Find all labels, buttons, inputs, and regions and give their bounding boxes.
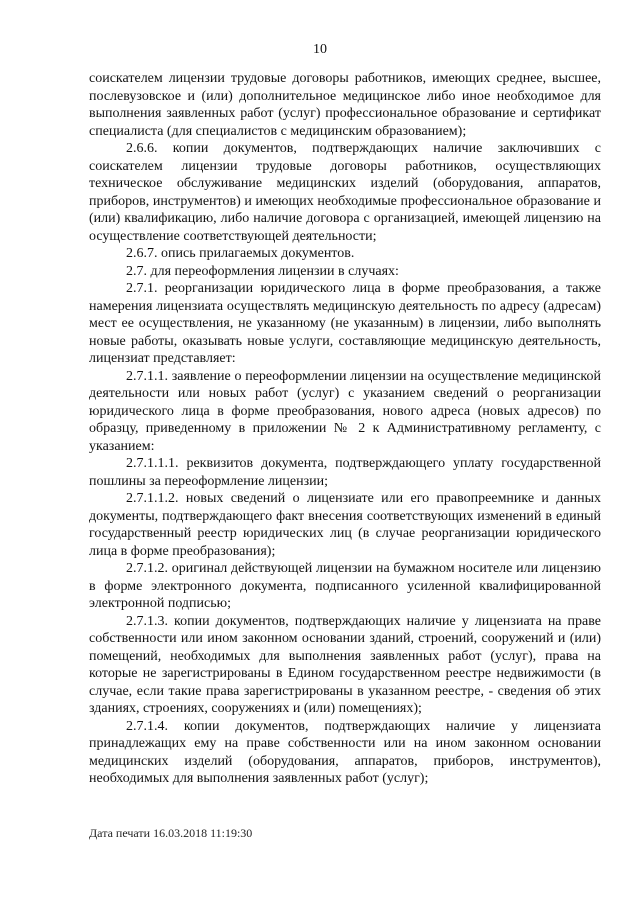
paragraph: 2.6.6. копии документов, подтверждающих наличие заключивших с соискателем лицензии трудовые договоры работников, осуществляющих техническое обслуживание медицинских изделий (оборудования, аппаратов, приборов, инструментов) и имеющих необходимые профессиональное образование и (или) квалификацию, либо наличие договора с организацией, имеющей лицензию на осуществление соответствующей деятельности; <box>89 141 601 244</box>
paragraph: 2.7.1.4. копии документов, подтверждающих наличие у лицензиата принадлежащих ему на праве собственности или на ином законном основании медицинских изделий (оборудования, аппаратов, приборов, инструментов), необходимых для выполнения заявленных работ (услуг); <box>89 718 601 786</box>
paragraph: 2.7.1.1. заявление о переоформлении лицензии на осуществление медицинской деятельности или новых работ (услуг) с указанием сведений о реорганизации юридического лица в форме преобразования, нового адреса (новых адресов) по образцу, приведенному в приложении № 2 к Административному регламенту, с указанием: <box>89 368 601 454</box>
paragraph: 2.7.1.1.1. реквизитов документа, подтверждающего уплату государственной пошлины за переоформление лицензии; <box>89 456 601 489</box>
page-number: 10 <box>313 42 327 57</box>
paragraph: 2.6.7. опись прилагаемых документов. <box>126 246 355 261</box>
print-date-footer: Дата печати 16.03.2018 11:19:30 <box>89 826 253 840</box>
paragraph: 2.7.1.3. копии документов, подтверждающих наличие у лицензиата на праве собственности или ином законном основании зданий, строений, сооружений и (или) помещений, необходимых для выполнения заявленных работ (услуг), права на которые не зарегистрированы в Едином государственном реестре недвижимости (в случае, если такие права зарегистрированы в указанном реестре, - сведения об этих зданиях, строениях, сооружениях и (или) помещениях); <box>89 613 601 716</box>
paragraph: соискателем лицензии трудовые договоры работников, имеющих среднее, высшее, послевузовское и (или) дополнительное медицинское либо иное необходимое для выполнения заявленных работ (услуг) профессиональное образование и сертификат специалиста (для специалистов с медицинским образованием); <box>89 71 601 139</box>
paragraph: 2.7.1.1.2. новых сведений о лицензиате или его правопреемнике и данных документы, подтверждающего факт внесения соответствующих изменений в единый государственный реестр юридических лиц (в случае реорганизации юридического лица в форме преобразования); <box>89 491 601 559</box>
paragraph: 2.7. для переоформления лицензии в случаях: <box>126 263 399 279</box>
document-body <box>89 70 601 788</box>
paragraph: 2.7.1. реорганизации юридического лица в форме преобразования, а также намерения лицензиата осуществлять медицинскую деятельность по адресу (адресам) мест ее осуществления, не указанному (не указанным) в лицензии, либо выполнять новые работы, оказывать новые услуги, составляющие медицинскую деятельность, лицензиат представляет: <box>89 281 601 366</box>
paragraph: 2.7.1.2. оригинал действующей лицензии на бумажном носителе или лицензию в форме электронного документа, подписанного усиленной квалифицированной электронной подписью; <box>89 561 601 611</box>
